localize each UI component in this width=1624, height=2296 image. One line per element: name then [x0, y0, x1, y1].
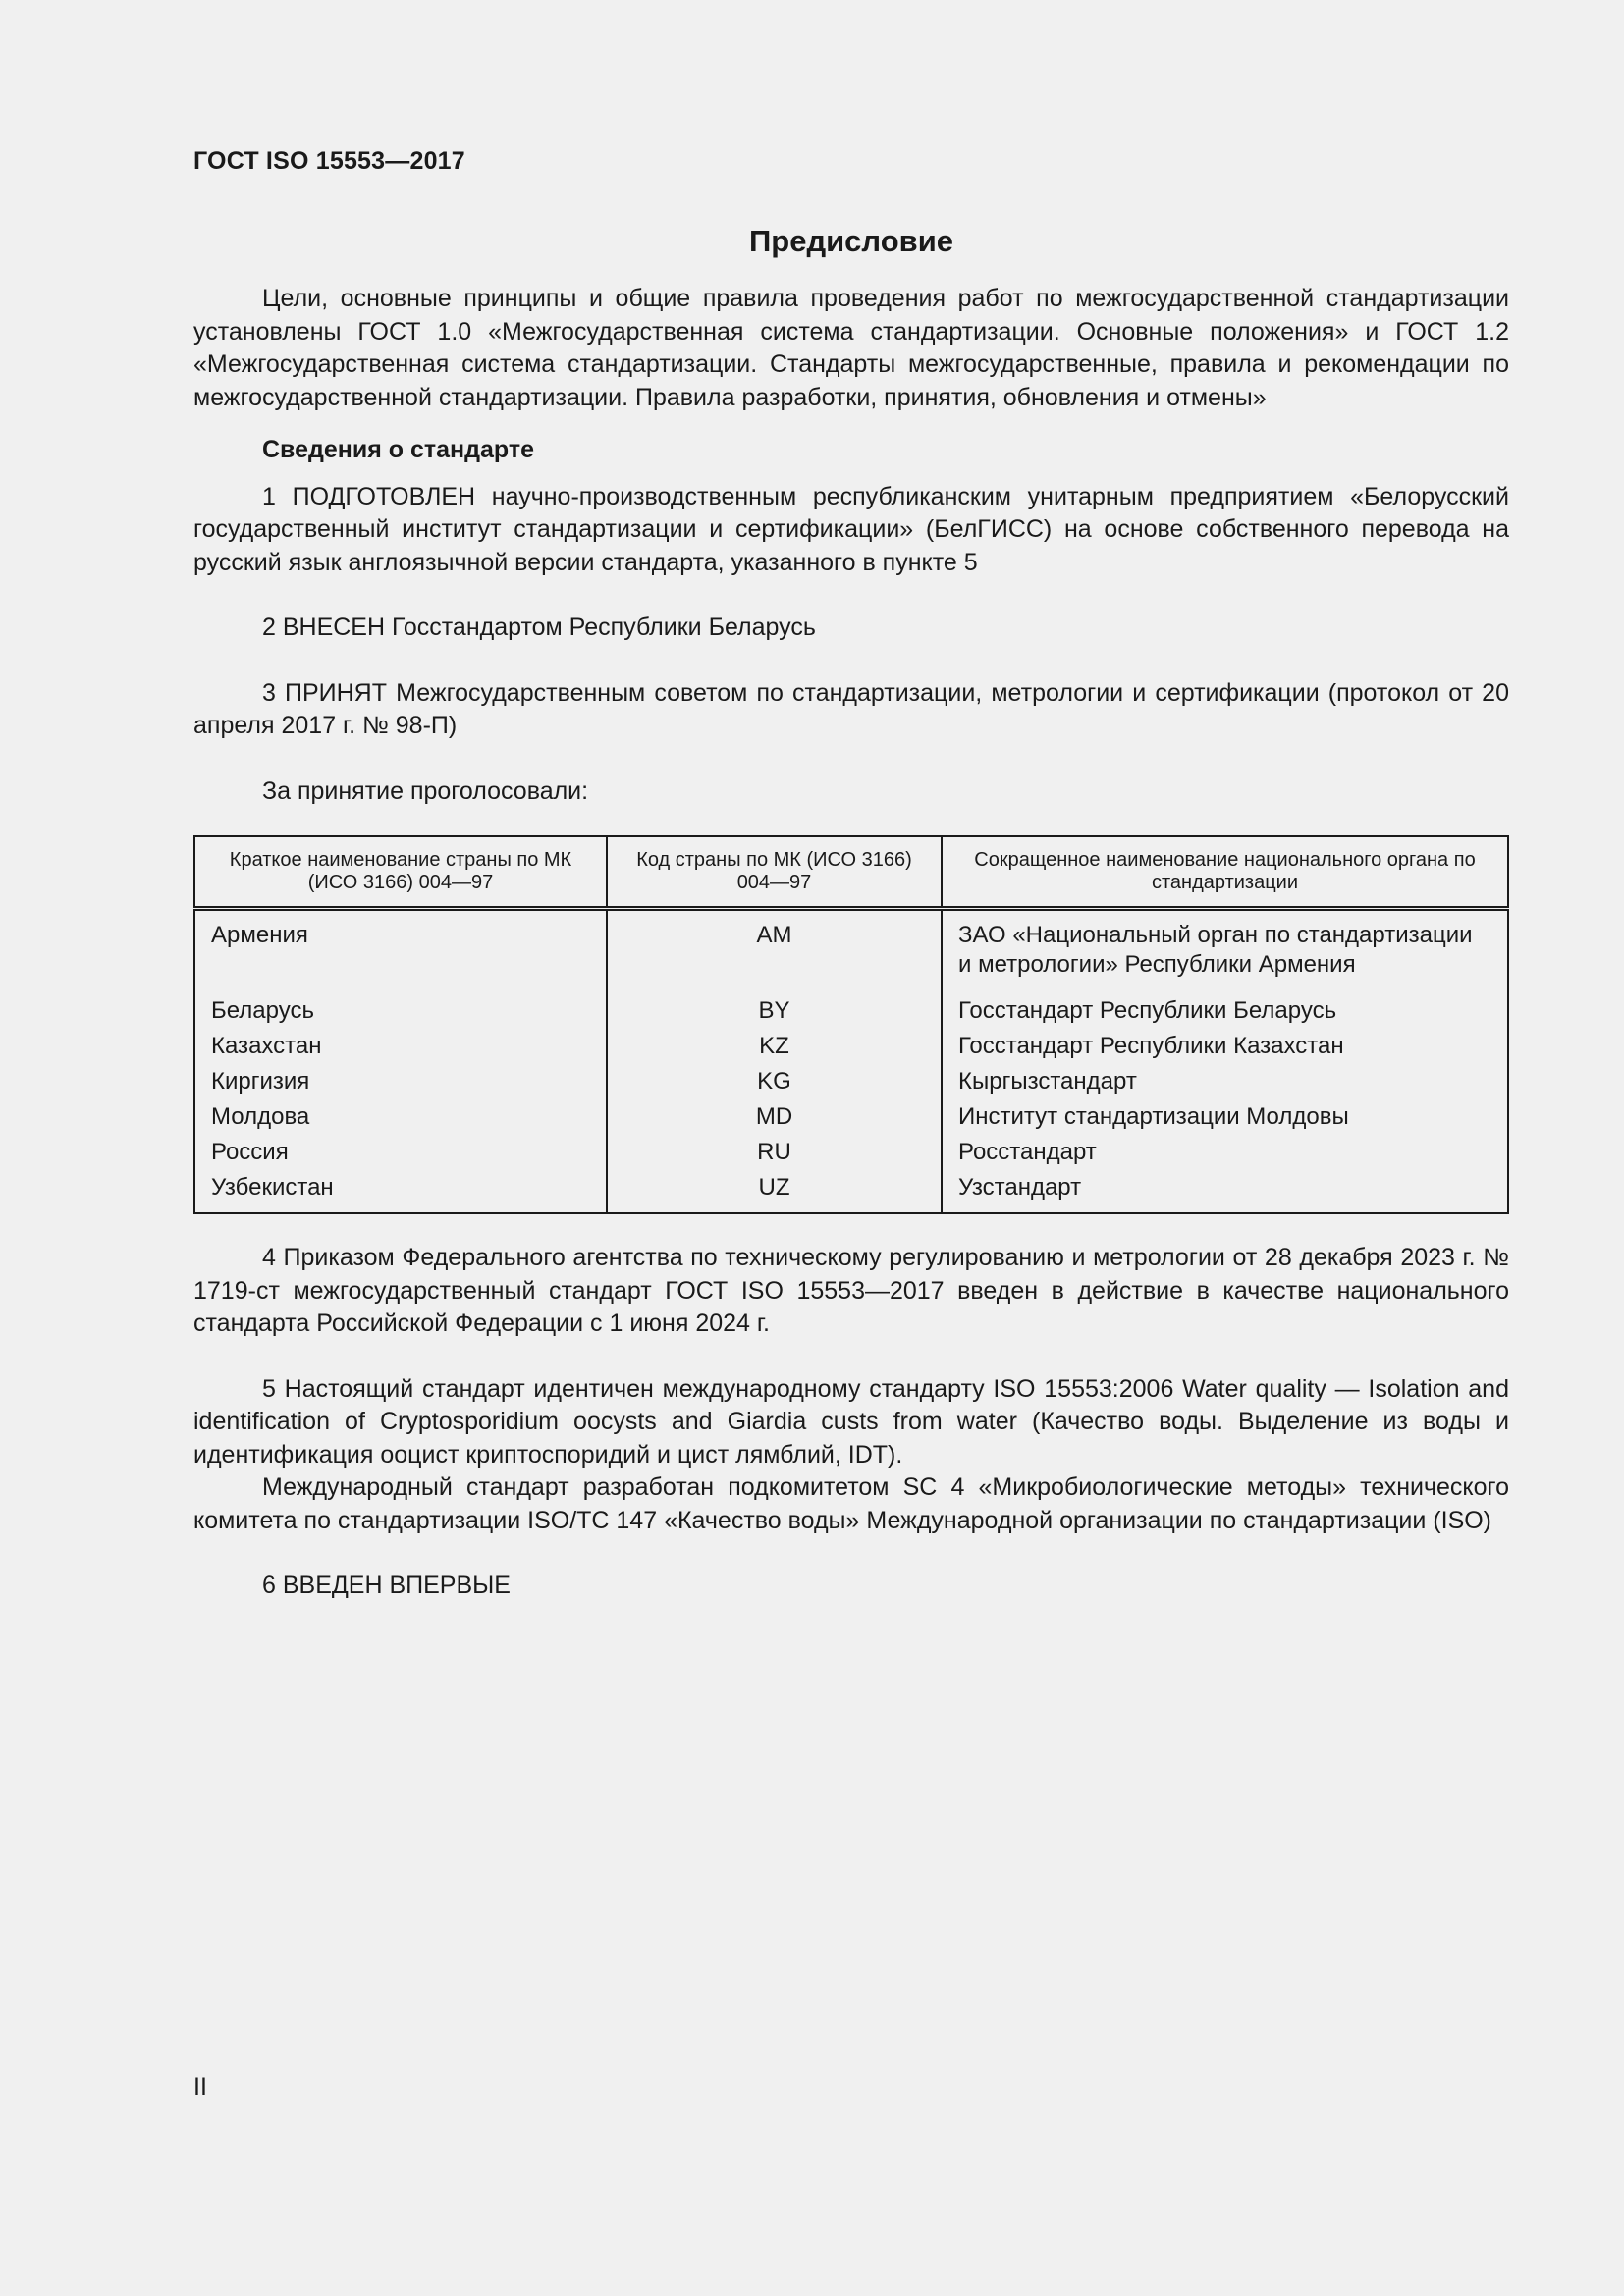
national-body-cell: Госстандарт Республики Казахстан — [942, 1029, 1508, 1064]
national-body-cell: Институт стандартизации Молдовы — [942, 1099, 1508, 1135]
national-body-cell: Росстандарт — [942, 1135, 1508, 1170]
country-code-cell: MD — [607, 1099, 942, 1135]
document-code-header: ГОСТ ISO 15553—2017 — [193, 147, 465, 175]
table-row — [194, 1170, 1508, 1213]
item-5-developer: Международный стандарт разработан подкомитетом SC 4 «Микробиологические методы» технического комитета по стандартизации ISO/TC 147 «Качество воды» Международной организации по стандартизации (ISO) — [193, 1473, 1509, 1534]
table-row — [194, 1135, 1508, 1170]
item-4-enacted: 4 Приказом Федерального агентства по техническому регулированию и метрологии от 28 декабря 2023 г. № 1719-ст межгосударственный стандарт ГОСТ ISO 15553—2017 введен в действие в качестве национального стандарта Российской Федерации с 1 июня 2024 г. — [193, 1244, 1509, 1337]
page-title: Предисловие — [748, 224, 953, 258]
country-code-cell: UZ — [607, 1170, 942, 1213]
country-code-cell: KG — [607, 1064, 942, 1099]
item-1-prepared: 1 ПОДГОТОВЛЕН научно-производственным республиканским унитарным предприятием «Белорусский государственный институт стандартизации и сертификации» (БелГИСС) на основе собственного перевода на русский язык англоязычной версии стандарта, указанного в пункте 5 — [193, 482, 1509, 576]
national-body-cell: Кыргызстандарт — [942, 1064, 1508, 1099]
item-5-identical: 5 Настоящий стандарт идентичен международному стандарту ISO 15553:2006 Water quality — Isolation and identification of Cryptosporidium oocysts and Giardia custs from water (Качество воды. Выделение из воды и идентификация ооцист криптоспоридий и цист лямблий, IDT). — [193, 1374, 1509, 1468]
table-row — [194, 909, 1508, 994]
intro-paragraph: Цели, основные принципы и общие правила проведения работ по межгосударственной стандартизации установлены ГОСТ 1.0 «Межгосударственная система стандартизации. Основные положения» и ГОСТ 1.2 «Межгосударственная система стандартизации. Стандарты межгосударственные, правила и рекомендации по межгосударственной стандартизации. Правила разработки, принятия, обновления и отмены» — [193, 285, 1509, 411]
country-name-cell: Молдова — [194, 1099, 607, 1135]
country-name-cell: Узбекистан — [194, 1170, 607, 1213]
section-subheading: Сведения о стандарте — [262, 436, 535, 463]
table-row — [194, 1029, 1508, 1064]
country-code-cell: RU — [607, 1135, 942, 1170]
national-body-cell: Узстандарт — [942, 1170, 1508, 1213]
page-content — [193, 283, 1509, 1603]
country-code-cell: BY — [607, 993, 942, 1029]
country-name-cell: Армения — [194, 909, 607, 994]
table-row — [194, 993, 1508, 1029]
header-country-name: Краткое наименование страны по МК (ИСО 3166) 004—97 — [194, 836, 607, 909]
table-header-row — [194, 836, 1508, 909]
item-2-submitted: 2 ВНЕСЕН Госстандартом Республики Беларусь — [262, 614, 816, 641]
item-6-introduced: 6 ВВЕДЕН ВПЕРВЫЕ — [262, 1572, 511, 1599]
table-row — [194, 1064, 1508, 1099]
page-number: II — [193, 2073, 207, 2101]
national-body-cell: Госстандарт Республики Беларусь — [942, 993, 1508, 1029]
header-national-body: Сокращенное наименование национального органа по стандартизации — [942, 836, 1508, 909]
table-row — [194, 1099, 1508, 1135]
country-name-cell: Россия — [194, 1135, 607, 1170]
vote-intro: За принятие проголосовали: — [262, 776, 589, 805]
country-code-cell: KZ — [607, 1029, 942, 1064]
country-name-cell: Казахстан — [194, 1029, 607, 1064]
country-name-cell: Беларусь — [194, 993, 607, 1029]
voting-countries-table — [193, 835, 1509, 1214]
national-body-cell: ЗАО «Национальный орган по стандартизации и метрологии» Республики Армения — [942, 909, 1508, 994]
item-3-adopted: 3 ПРИНЯТ Межгосударственным советом по стандартизации, метрологии и сертификации (протокол от 20 апреля 2017 г. № 98-П) — [193, 678, 1509, 739]
header-country-code: Код страны по МК (ИСО 3166) 004—97 — [607, 836, 942, 909]
country-code-cell: AM — [607, 909, 942, 994]
country-name-cell: Киргизия — [194, 1064, 607, 1099]
